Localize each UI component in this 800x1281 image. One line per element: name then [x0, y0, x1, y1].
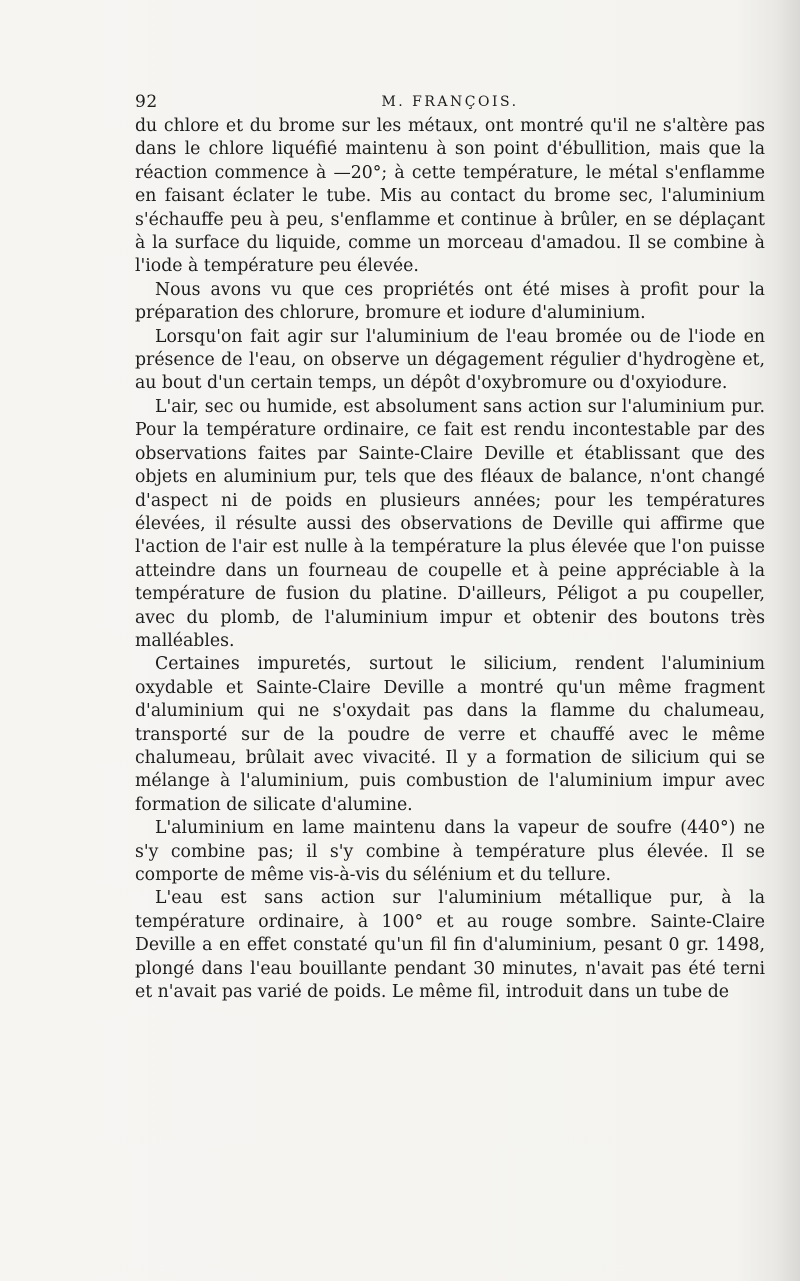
- running-title: M. FRANÇOIS.: [381, 94, 519, 110]
- paragraph-6: L'aluminium en lame maintenu dans la vapeur de soufre (440°) ne s'y combine pas; il s'y combine à température plus élevée. Il se comporte de même vis-à-vis du sélénium et du tellure.: [135, 818, 765, 885]
- page-number: 92: [135, 92, 158, 112]
- body-text: [135, 115, 765, 1004]
- paragraph-1: du chlore et du brome sur les métaux, ont montré qu'il ne s'altère pas dans le chlore liquéfié maintenu à son point d'ébullition, mais que la réaction commence à —20°; à cette température, le métal s'enflamme en faisant éclater le tube. Mis au contact du brome sec, l'aluminium s'échauffe peu à peu, s'enflamme et continue à brûler, en se déplaçant à la surface du liquide, comme un morceau d'amadou. Il se combine à l'iode à température peu élevée.: [135, 116, 765, 277]
- paragraph-3: Lorsqu'on fait agir sur l'aluminium de l'eau bromée ou de l'iode en présence de l'eau, on observe un dégagement régulier d'hydrogène et, au bout d'un certain temps, un dépôt d'oxybromure ou d'oxyiodure.: [135, 326, 765, 394]
- paragraph-4: L'air, sec ou humide, est absolument sans action sur l'aluminium pur. Pour la température ordinaire, ce fait est rendu incontestable par des observations faites par Sainte-Claire Deville et établissant que des objets en aluminium pur, tels que des fléaux de balance, n'ont changé d'aspect ni de poids en plusieurs années; pour les températures élevées, il résulte aussi des observations de Deville qui affirme que l'action de l'air est nulle à la température la plus élevée que l'on puisse atteindre dans un fourneau de coupelle et à peine appréciable à la température de fusion du platine. D'ailleurs, Péligot a pu coupeller, avec du plomb, de l'aluminium impur et obtenir des boutons très malléables.: [135, 396, 765, 651]
- paragraph-5: Certaines impuretés, surtout le silicium, rendent l'aluminium oxydable et Sainte-Claire Deville a montré qu'un même fragment d'aluminium qui ne s'oxydait pas dans la flamme du chalumeau, transporté sur de la poudre de verre et chauffé avec le même chalumeau, brûlait avec vivacité. Il y a formation de silicium qui se mélange à l'aluminium, puis combustion de l'aluminium impur avec formation de silicate d'alumine.: [135, 654, 765, 815]
- page-header: [135, 92, 765, 116]
- paragraph-2: Nous avons vu que ces propriétés ont été mises à profit pour la préparation des chlorure, bromure et iodure d'aluminium.: [135, 279, 765, 324]
- paragraph-7: L'eau est sans action sur l'aluminium métallique pur, à la température ordinaire, à 100° et au rouge sombre. Sainte-Claire Deville a en effet constaté qu'un fil fin d'aluminium, pesant 0 gr. 1498, plongé dans l'eau bouillante pendant 30 minutes, n'avait pas été terni et n'avait pas varié de poids. Le même fil, introduit dans un tube de: [135, 888, 765, 1003]
